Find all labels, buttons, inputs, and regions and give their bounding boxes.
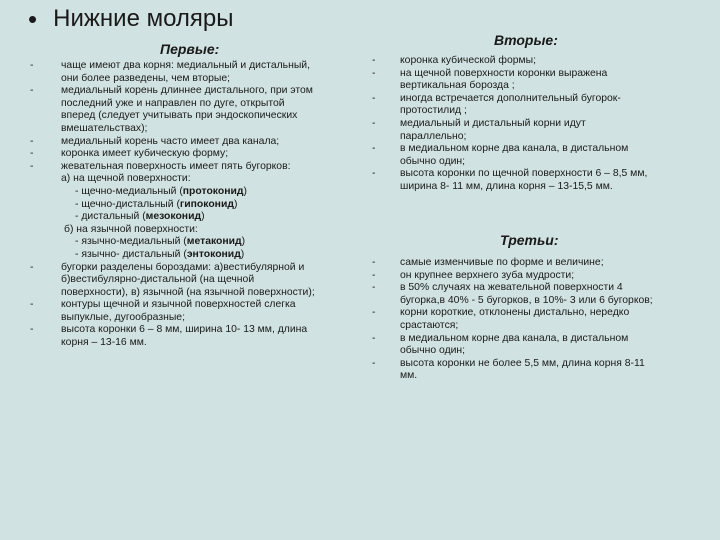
list-item [372, 143, 700, 156]
list-item [61, 110, 361, 123]
cusp-suffix: ) [201, 211, 205, 223]
list-item [30, 299, 361, 312]
list-item-text: в медиальном корне два канала, в дистальном [400, 143, 629, 155]
list-item [372, 92, 700, 106]
list-item-text: высота коронки не более 5,5 мм, длина корня 8-11 [400, 357, 645, 369]
list-item-text: б)вестибулярно-дистальной (на щечной [61, 274, 255, 286]
title-bullet: • [28, 4, 38, 34]
list-dash: - [30, 60, 34, 71]
list-dash: - [372, 307, 376, 319]
cusp-suffix: ) [241, 236, 246, 248]
third-heading: Третьи: [500, 232, 559, 248]
list-item-text: жевательная поверхность имеет пять бугорков: [61, 160, 291, 172]
list-item-text: вперед (следует учитывать при эндоскопических [61, 110, 298, 122]
list-item [372, 357, 700, 371]
cusp-item [61, 186, 361, 199]
list-item [372, 168, 700, 181]
cusp-prefix: - щечно-медиальный ( [75, 185, 183, 197]
list-item [30, 160, 361, 174]
list-item [400, 80, 700, 93]
list-item [372, 67, 700, 81]
list-dash: - [372, 55, 376, 66]
list-item-text: самые изменчивые по форме и величине; [400, 257, 604, 268]
list-item-text: бугорки разделены бороздами: а)вестибулярной и [61, 261, 305, 273]
list-item-text: корня – 13-16 мм. [61, 337, 147, 349]
list-item [372, 282, 700, 295]
list-item-text: коронка кубической формы; [400, 55, 537, 66]
list-item [61, 73, 361, 86]
slide-title: Нижние моляры [53, 5, 234, 32]
list-dash: - [372, 143, 376, 155]
list-item-text: он крупнее верхнего зуба мудрости; [400, 269, 575, 281]
cusp-name: мезоконид [145, 211, 202, 223]
list-item [30, 85, 361, 98]
list-item [61, 274, 361, 287]
list-item-text: последний уже и направлен по дуге, открытой [61, 97, 285, 109]
list-dash: - [372, 92, 376, 104]
list-dash: - [372, 117, 376, 129]
list-item [372, 55, 700, 68]
list-item [61, 173, 361, 186]
cusp-name: метаконид [186, 236, 242, 248]
list-item [61, 287, 361, 300]
list-item-text: иногда встречается дополнительный бугорок- [400, 92, 621, 104]
list-item-text: мм. [400, 370, 418, 382]
list-item [372, 257, 700, 270]
list-dash: - [30, 299, 34, 311]
list-item [30, 261, 361, 275]
cusp-item [61, 211, 361, 224]
list-item-text: корни короткие, отклонены дистально, нередко [400, 307, 630, 319]
list-item [400, 370, 700, 383]
list-dash: - [30, 324, 34, 336]
cusp-name: протоконид [182, 185, 244, 197]
list-item [400, 295, 700, 308]
list-item [372, 269, 700, 283]
list-item-text: обычно один; [400, 155, 466, 167]
list-item [400, 181, 700, 194]
list-item [61, 123, 361, 136]
list-dash: - [30, 148, 34, 160]
title-row [28, 6, 234, 32]
first-heading: Первые: [160, 41, 220, 57]
list-item [400, 320, 700, 333]
cusp-prefix: - дистальный ( [75, 211, 146, 223]
cusp-prefix: - язычно- дистальный ( [75, 248, 187, 260]
list-item-text: медиальный и дистальный корни идут [400, 117, 586, 129]
list-item [61, 337, 361, 350]
second-molars-list [372, 55, 700, 194]
list-item [400, 345, 700, 358]
list-dash: - [372, 282, 376, 294]
list-dash: - [372, 67, 376, 79]
list-item-text: медиальный корень часто имеет два канала; [61, 135, 280, 147]
second-heading: Вторые: [494, 32, 558, 48]
list-item-text: высота коронки по щечной поверхности 6 – 8,5 мм, [400, 168, 648, 180]
first-molars-list [30, 60, 361, 350]
list-dash: - [372, 332, 376, 344]
list-dash: - [372, 168, 376, 180]
cusp-item [61, 236, 361, 249]
list-item-text: бугорка,в 40% - 5 бугорков, в 10%- 3 или 6 бугорков; [400, 294, 653, 306]
list-item-text: они более разведены, чем вторые; [61, 72, 231, 84]
list-item-text: параллельно; [400, 130, 467, 142]
list-item-text: срастаются; [400, 319, 459, 331]
third-molars-list [372, 257, 700, 383]
cusp-prefix: - язычно-медиальный ( [75, 236, 187, 248]
list-dash: - [372, 269, 376, 281]
list-item-text: в 50% случаях на жевательной поверхности 4 [400, 282, 623, 294]
list-item [372, 117, 700, 131]
list-item-text: на щечной поверхности коронки выражена [400, 67, 608, 79]
list-item-text: медиальный корень длиннее дистального, при этом [61, 85, 313, 97]
list-item-text: протостилид ; [400, 105, 467, 117]
list-dash: - [30, 135, 34, 147]
cusp-suffix: ) [233, 198, 238, 210]
list-dash: - [372, 357, 376, 369]
list-item-text: вертикальная борозда ; [400, 80, 515, 92]
list-item [30, 60, 361, 73]
list-item [61, 312, 361, 325]
list-item-text: вмешательствах); [61, 122, 148, 134]
list-item-text: поверхности), в) язычной (на язычной поверхности); [61, 286, 315, 298]
list-item-text: контуры щечной и язычной поверхностей слегка [61, 299, 296, 311]
cusp-item [61, 249, 361, 262]
cusp-suffix: ) [243, 185, 247, 197]
list-item [30, 135, 361, 149]
list-item-text: а) на щечной поверхности: [61, 173, 191, 185]
list-item-text: чаще имеют два корня: медиальный и дистальный, [61, 60, 310, 71]
cusp-name: энтоконид [186, 248, 241, 260]
cusp-item [61, 199, 361, 212]
list-item-text: выпуклые, дугообразные; [61, 311, 185, 323]
list-item-text: обычно один; [400, 345, 466, 357]
list-item-text: ширина 8- 11 мм, длина корня – 13-15,5 мм. [400, 180, 613, 192]
list-item [30, 148, 361, 161]
list-item [372, 332, 700, 346]
list-item [400, 105, 700, 118]
list-item-text: в медиальном корне два канала, в дистальном [400, 332, 629, 344]
list-item [400, 131, 700, 144]
list-dash: - [30, 85, 34, 97]
cusp-suffix: ) [240, 248, 245, 260]
cusp-name: гипоконид [179, 198, 234, 210]
list-item [372, 307, 700, 320]
list-dash: - [30, 160, 34, 172]
list-item-text: высота коронки 6 – 8 мм, ширина 10- 13 мм, длина [61, 324, 308, 336]
list-item [61, 98, 361, 111]
list-dash: - [30, 261, 34, 273]
list-item [400, 156, 700, 169]
list-item-text: коронка имеет кубическую форму; [61, 148, 229, 160]
cusp-prefix: - щечно-дистальный ( [75, 198, 180, 210]
list-item [30, 324, 361, 337]
list-dash: - [372, 257, 376, 268]
lingual-label: б) на язычной поверхности: [64, 223, 198, 235]
